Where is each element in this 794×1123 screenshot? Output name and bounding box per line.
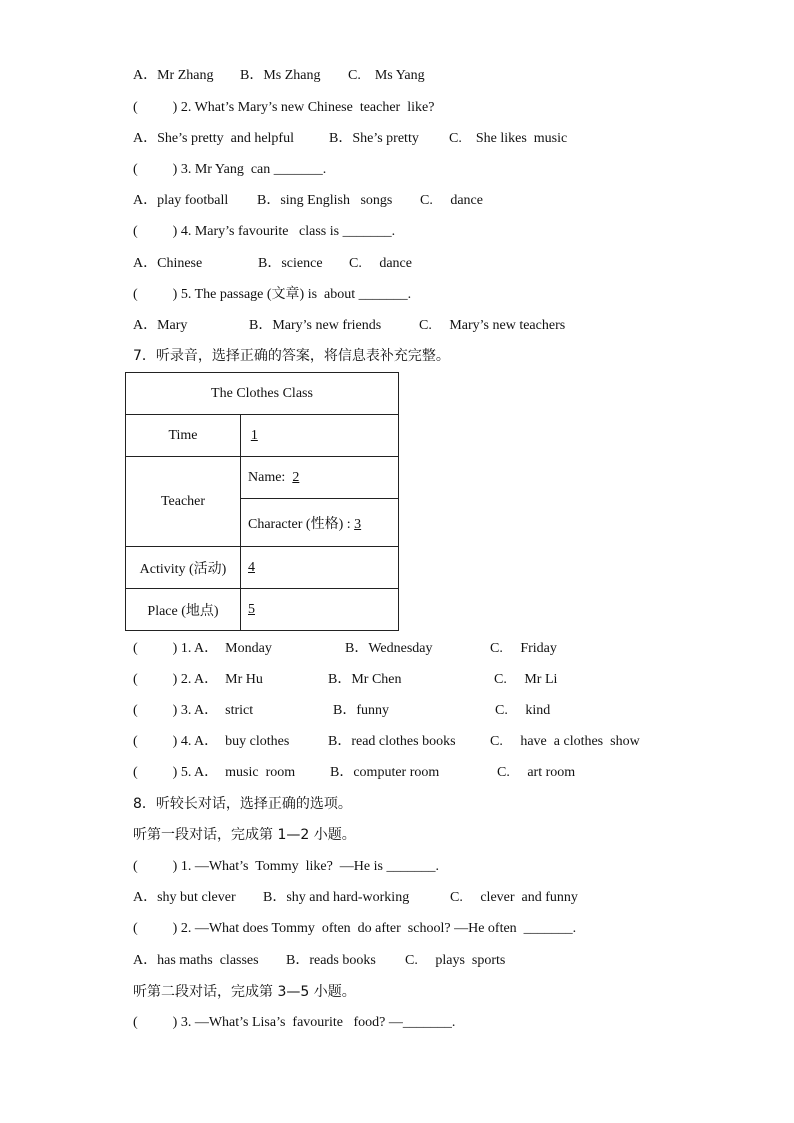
option-b: B．Wednesday (345, 641, 433, 656)
s8-question-3: ( ) 3. —What’s Lisa’s favourite food? —_______. (133, 1015, 456, 1030)
blank-4: 4 (248, 559, 255, 575)
place-value-cell (241, 589, 399, 631)
option-c: C. Mary’s new teachers (419, 318, 566, 333)
option-c: C. clever and funny (450, 890, 578, 905)
option-b: B．shy and hard-working (263, 890, 410, 905)
option-b: B．read clothes books (328, 734, 456, 749)
s8-question-2: ( ) 2. —What does Tommy often do after school? —He often _______. (133, 921, 577, 936)
blank-3: 3 (354, 516, 362, 532)
option-b: B．Mr Chen (328, 672, 402, 687)
character-cell (241, 499, 399, 547)
option-c: C. dance (349, 256, 412, 271)
option-c: C. Mr Li (494, 672, 558, 687)
option-c: C. Ms Yang (348, 68, 425, 83)
option-a: A．Mary (133, 318, 188, 333)
question-with-option-a: ( ) 3. A． strict (133, 703, 254, 718)
teacher-label: Teacher (126, 457, 241, 547)
question-with-option-a: ( ) 1. A． Monday (133, 641, 272, 656)
option-a: A．has maths classes (133, 953, 259, 968)
option-b: B．reads books (286, 953, 376, 968)
blank-5: 5 (248, 601, 255, 617)
name-cell (241, 457, 399, 499)
section-7-heading: 7．听录音，选择正确的答案，将信息表补充完整。 (133, 348, 450, 364)
option-a: A．She’s pretty and helpful (133, 131, 294, 146)
option-c: C. She likes music (449, 131, 568, 146)
option-a: A．shy but clever (133, 890, 236, 905)
activity-label: Activity (活动) (126, 547, 241, 589)
option-a: A．Chinese (133, 256, 203, 271)
option-b: B．She’s pretty (329, 131, 419, 146)
option-b: B．Ms Zhang (240, 68, 321, 83)
option-b: B．science (258, 256, 323, 271)
option-b: B．funny (333, 703, 389, 718)
option-c: C. dance (420, 193, 483, 208)
option-c: C. Friday (490, 641, 557, 656)
name-label: Name: (248, 469, 286, 485)
option-b: B．computer room (330, 765, 440, 780)
clothes-class-table (125, 372, 399, 631)
question-3: ( ) 3. Mr Yang can _______. (133, 162, 327, 177)
place-label: Place (地点) (126, 589, 241, 631)
time-label: Time (126, 415, 241, 457)
time-value-cell (241, 415, 399, 457)
blank-2: 2 (292, 469, 300, 485)
option-a: A．Mr Zhang (133, 68, 214, 83)
option-b: B．sing English songs (257, 193, 393, 208)
question-with-option-a: ( ) 5. A． music room (133, 765, 296, 780)
part-2-instruction: 听第二段对话，完成第 3—5 小题。 (133, 984, 356, 1000)
activity-value-cell (241, 547, 399, 589)
option-c: C. art room (497, 765, 576, 780)
question-4: ( ) 4. Mary’s favourite class is _______. (133, 224, 396, 239)
question-with-option-a: ( ) 2. A． Mr Hu (133, 672, 263, 687)
character-label: Character (性格) : (248, 516, 351, 532)
table-title: The Clothes Class (126, 373, 399, 415)
option-c: C. plays sports (405, 953, 506, 968)
option-a: A．play football (133, 193, 229, 208)
option-b: B．Mary’s new friends (249, 318, 382, 333)
blank-1: 1 (250, 427, 258, 443)
question-5: ( ) 5. The passage (文章) is about _______. (133, 287, 412, 302)
question-with-option-a: ( ) 4. A． buy clothes (133, 734, 290, 749)
s8-question-1: ( ) 1. —What’s Tommy like? —He is _______. (133, 859, 439, 874)
option-c: C. have a clothes show (490, 734, 640, 749)
option-c: C. kind (495, 703, 551, 718)
part-1-instruction: 听第一段对话，完成第 1—2 小题。 (133, 827, 356, 843)
question-2: ( ) 2. What’s Mary’s new Chinese teacher like? (133, 100, 435, 115)
section-8-heading: 8．听较长对话，选择正确的选项。 (133, 796, 352, 812)
